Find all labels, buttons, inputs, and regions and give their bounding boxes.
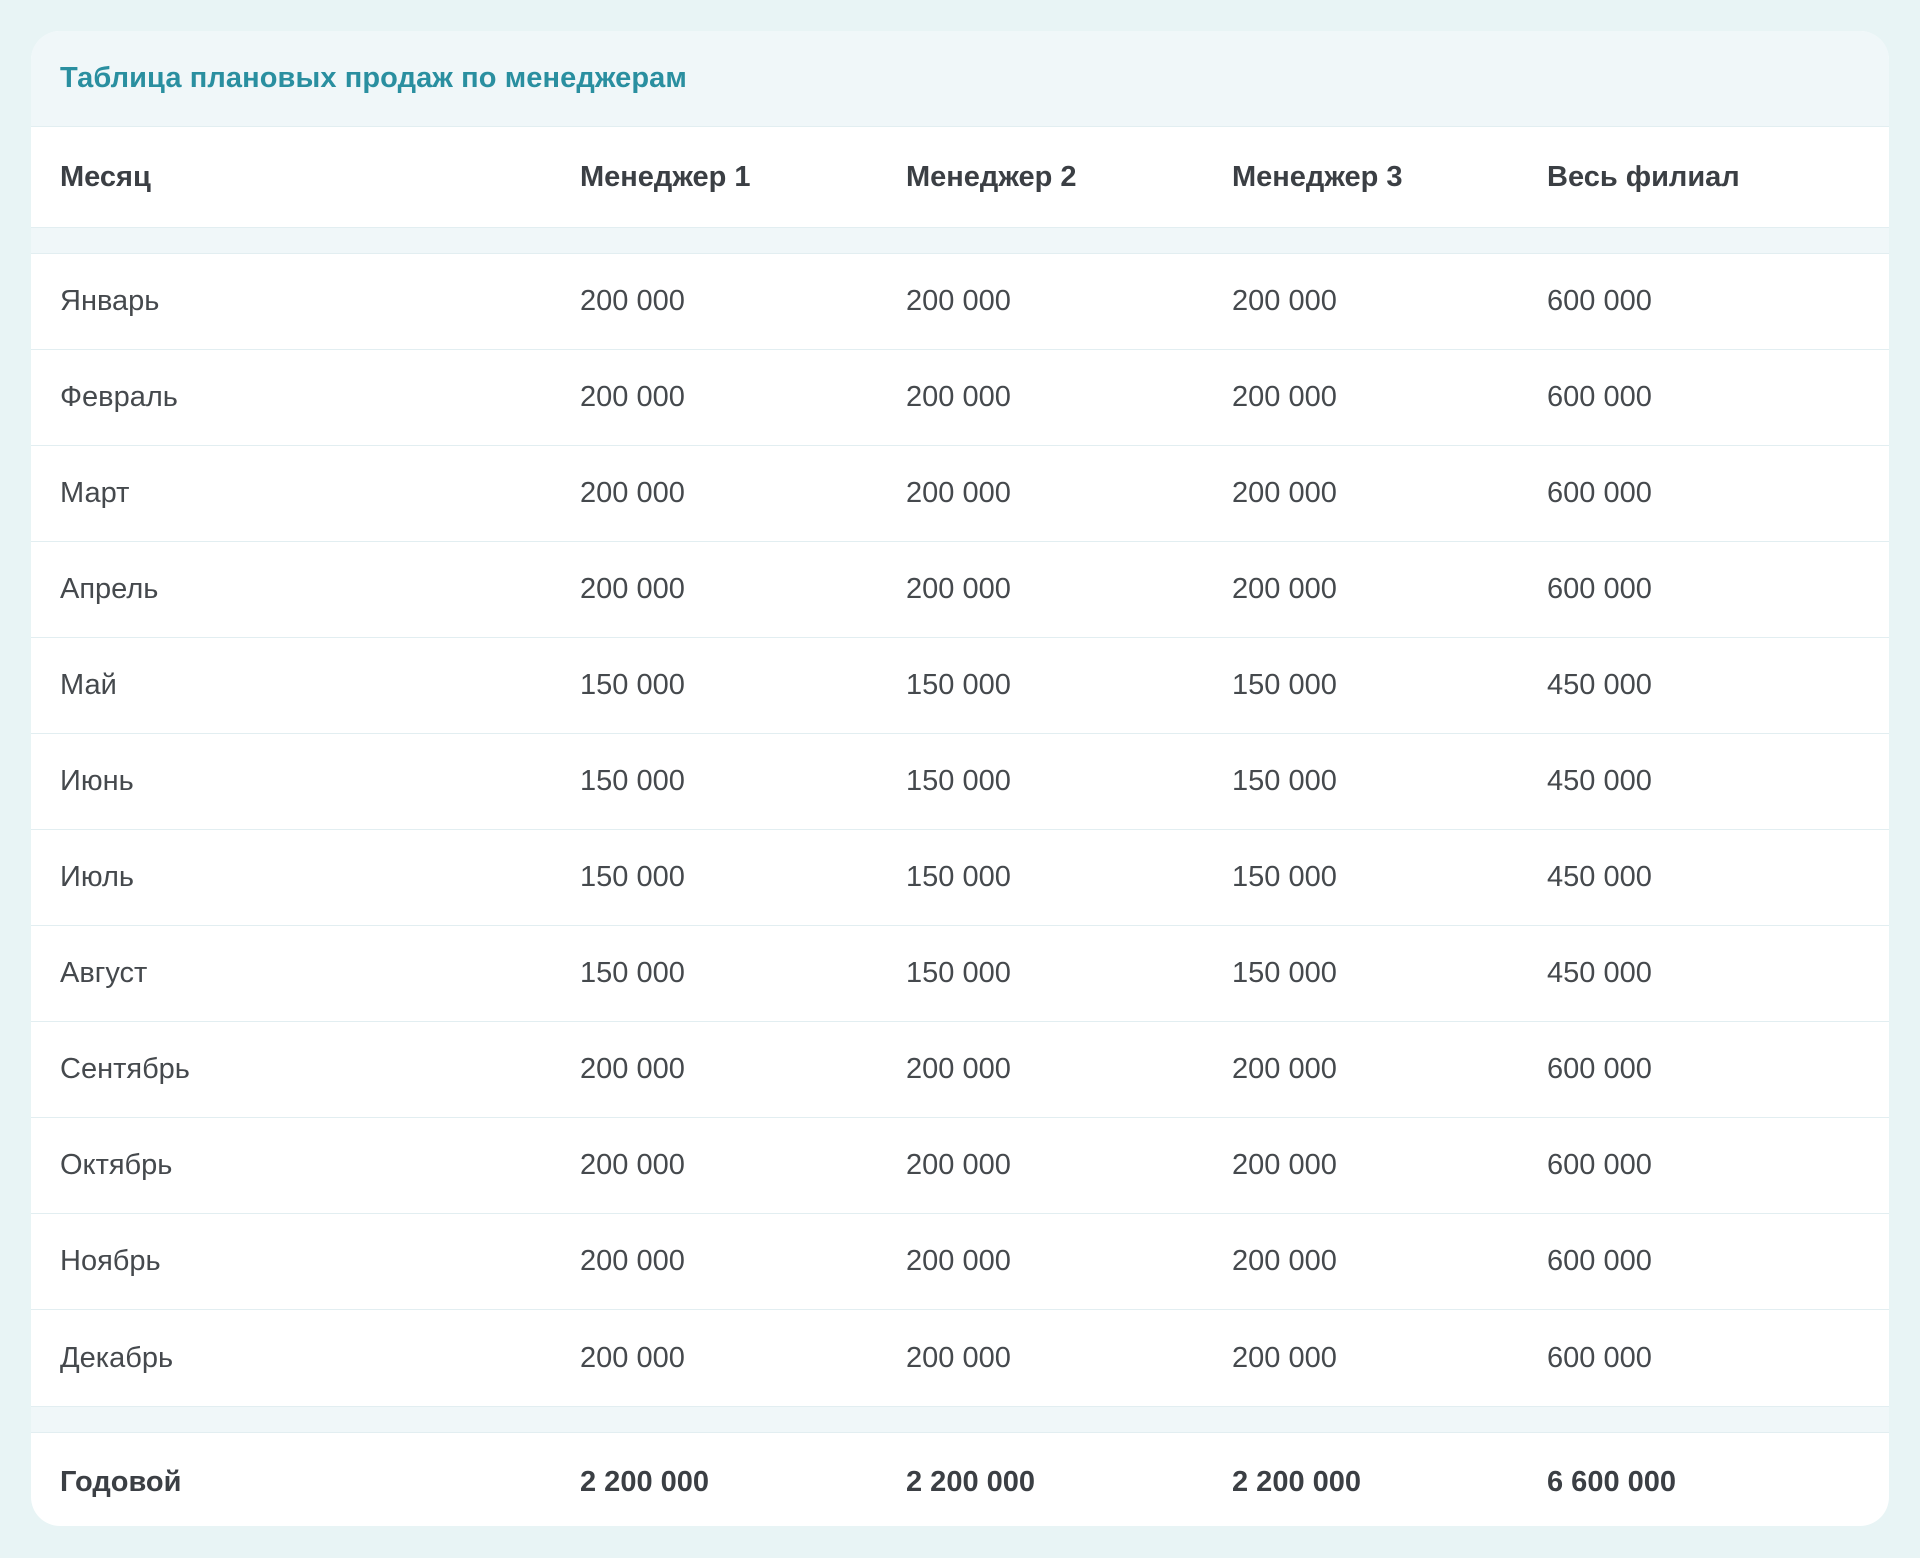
table-body	[31, 254, 1889, 1406]
branch-total-cell: 600 000	[1547, 1053, 1652, 1085]
month-cell: Декабрь	[60, 1341, 174, 1374]
manager-3-cell: 200 000	[1232, 1053, 1337, 1085]
table-row	[31, 638, 1889, 734]
manager-2-cell: 150 000	[906, 861, 1011, 893]
table-spacer-bottom	[31, 1406, 1889, 1433]
table-row	[31, 1214, 1889, 1310]
manager-3-cell: 200 000	[1232, 1245, 1337, 1277]
total-label: Годовой	[60, 1465, 182, 1498]
month-cell: Ноябрь	[60, 1245, 161, 1277]
branch-total-cell: 600 000	[1547, 477, 1652, 509]
table-row	[31, 446, 1889, 542]
column-header-manager-2: Менеджер 2	[906, 160, 1077, 193]
manager-1-cell: 200 000	[580, 1053, 685, 1085]
total-manager-3: 2 200 000	[1232, 1465, 1362, 1498]
branch-total-cell: 600 000	[1547, 573, 1652, 605]
manager-2-cell: 200 000	[906, 1245, 1011, 1277]
sales-plan-card	[31, 31, 1889, 1526]
total-manager-2: 2 200 000	[906, 1465, 1036, 1498]
manager-1-cell: 200 000	[580, 477, 685, 509]
manager-1-cell: 200 000	[580, 285, 685, 317]
manager-1-cell: 200 000	[580, 573, 685, 605]
manager-1-cell: 150 000	[580, 669, 685, 701]
manager-2-cell: 150 000	[906, 957, 1011, 989]
month-cell: Сентябрь	[60, 1053, 190, 1085]
manager-3-cell: 150 000	[1232, 957, 1337, 989]
manager-3-cell: 200 000	[1232, 1341, 1337, 1374]
table-row	[31, 926, 1889, 1022]
manager-1-cell: 150 000	[580, 861, 685, 893]
card-header	[31, 31, 1889, 127]
column-header-manager-1: Менеджер 1	[580, 160, 751, 193]
manager-1-cell: 200 000	[580, 1149, 685, 1181]
manager-3-cell: 200 000	[1232, 477, 1337, 509]
month-cell: Май	[60, 669, 117, 701]
month-cell: Июнь	[60, 765, 134, 797]
manager-2-cell: 150 000	[906, 669, 1011, 701]
branch-total-cell: 600 000	[1547, 285, 1652, 317]
manager-3-cell: 200 000	[1232, 573, 1337, 605]
month-cell: Февраль	[60, 381, 178, 413]
month-cell: Август	[60, 957, 148, 989]
table-header-row	[31, 127, 1889, 227]
branch-total-cell: 600 000	[1547, 1245, 1652, 1277]
annual-total-row	[31, 1433, 1889, 1526]
manager-3-cell: 150 000	[1232, 861, 1337, 893]
month-cell: Январь	[60, 285, 160, 317]
column-header-manager-3: Менеджер 3	[1232, 160, 1403, 193]
manager-1-cell: 200 000	[580, 1245, 685, 1277]
table-row	[31, 734, 1889, 830]
branch-total-cell: 600 000	[1547, 381, 1652, 413]
manager-2-cell: 200 000	[906, 285, 1011, 317]
month-cell: Апрель	[60, 573, 159, 605]
column-header-month: Месяц	[60, 160, 151, 193]
table-row	[31, 350, 1889, 446]
manager-2-cell: 200 000	[906, 1149, 1011, 1181]
manager-3-cell: 200 000	[1232, 381, 1337, 413]
manager-3-cell: 200 000	[1232, 285, 1337, 317]
manager-2-cell: 200 000	[906, 573, 1011, 605]
manager-2-cell: 200 000	[906, 1053, 1011, 1085]
branch-total-cell: 600 000	[1547, 1149, 1652, 1181]
table-title: Таблица плановых продаж по менеджерам	[60, 62, 687, 94]
manager-1-cell: 200 000	[580, 1341, 685, 1374]
table-row	[31, 830, 1889, 926]
column-header-branch-total: Весь филиал	[1547, 160, 1740, 193]
total-manager-1: 2 200 000	[580, 1465, 710, 1498]
manager-3-cell: 200 000	[1232, 1149, 1337, 1181]
table-spacer-top	[31, 227, 1889, 254]
branch-total-cell: 450 000	[1547, 765, 1652, 797]
table-row	[31, 542, 1889, 638]
branch-total-cell: 450 000	[1547, 861, 1652, 893]
manager-3-cell: 150 000	[1232, 669, 1337, 701]
table-row	[31, 1310, 1889, 1406]
branch-total-cell: 450 000	[1547, 669, 1652, 701]
branch-total-cell: 450 000	[1547, 957, 1652, 989]
table-row	[31, 1022, 1889, 1118]
month-cell: Март	[60, 477, 130, 509]
manager-2-cell: 200 000	[906, 381, 1011, 413]
total-branch: 6 600 000	[1547, 1465, 1677, 1498]
branch-total-cell: 600 000	[1547, 1341, 1652, 1374]
manager-3-cell: 150 000	[1232, 765, 1337, 797]
month-cell: Июль	[60, 861, 134, 893]
table-row	[31, 1118, 1889, 1214]
manager-2-cell: 150 000	[906, 765, 1011, 797]
month-cell: Октябрь	[60, 1149, 173, 1181]
table-row	[31, 254, 1889, 350]
manager-2-cell: 200 000	[906, 1341, 1011, 1374]
manager-1-cell: 200 000	[580, 381, 685, 413]
manager-2-cell: 200 000	[906, 477, 1011, 509]
manager-1-cell: 150 000	[580, 765, 685, 797]
manager-1-cell: 150 000	[580, 957, 685, 989]
